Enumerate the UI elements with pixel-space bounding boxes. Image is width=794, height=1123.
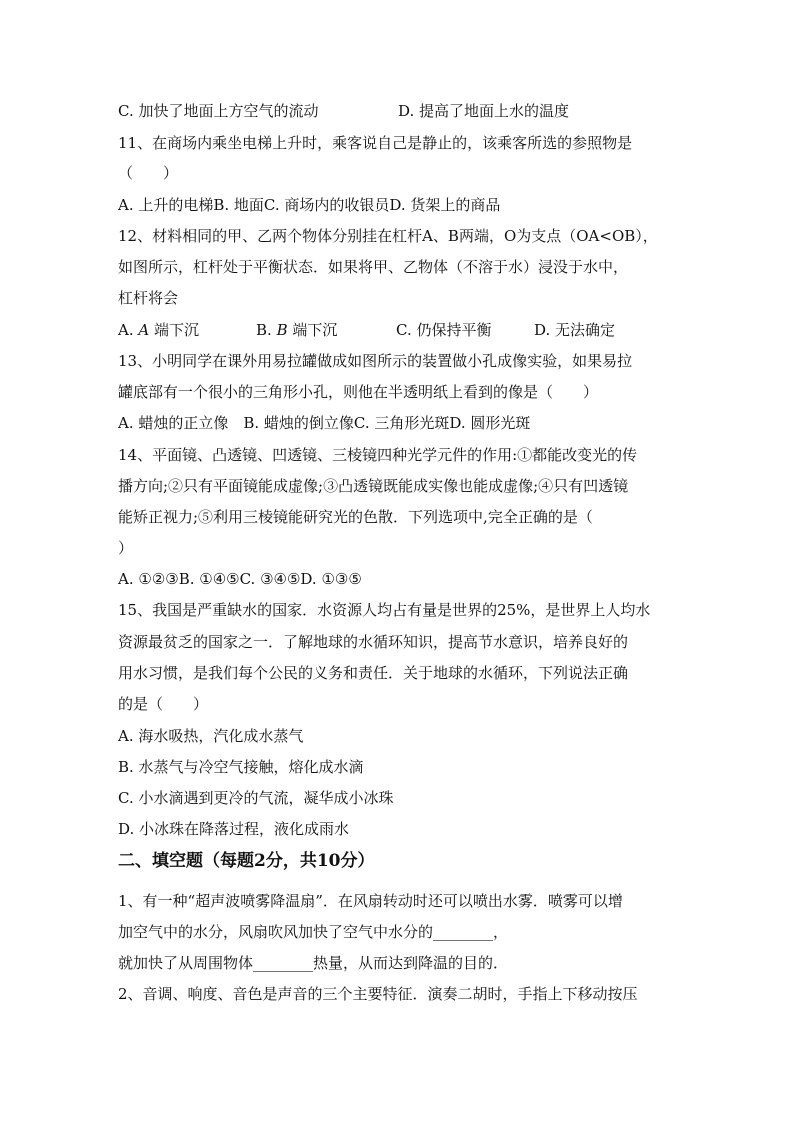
- fill1-line-2: 加空气中的水分，风扇吹风加快了空气中水分的________，: [118, 923, 509, 941]
- fill1-line-1: 1、有一种“超声波喷雾降温扇”．在风扇转动时还可以喷出水雾．喷雾可以增: [118, 892, 623, 910]
- q10-option-c: C. 加快了地面上方空气的流动: [118, 102, 319, 120]
- q14-stem-line-1: 14、平面镜、凸透镜、凹透镜、三棱镜四种光学元件的作用:①都能改变光的传: [118, 446, 638, 464]
- q12-option-b: [256, 320, 337, 340]
- q13-stem-line-1: 13、小明同学在课外用易拉罐做成如图所示的装置做小孔成像实验，如果易拉: [118, 352, 633, 370]
- q14-stem-line-3: 能矫正视力;⑤利用三棱镜能研究光的色散．下列选项中,完全正确的是（: [118, 508, 593, 526]
- q15-stem-line-2: 资源最贫乏的国家之一．了解地球的水循环知识，提高节水意识，培养良好的: [118, 633, 629, 651]
- q15-option-d: D. 小冰珠在降落过程，液化成雨水: [118, 820, 350, 838]
- q11-stem-line-1: 11、在商场内乘坐电梯上升时，乘客说自己是静止的，该乘客所选的参照物是: [118, 134, 633, 152]
- q15-stem-line-4: 的是（ ）: [118, 695, 209, 713]
- q10-option-d: D. 提高了地面上水的温度: [398, 102, 570, 120]
- q12-option-d: D. 无法确定: [534, 321, 616, 339]
- q12-option-c: C. 仍保持平衡: [396, 321, 492, 339]
- q14-stem-line-2: 播方向;②只有平面镜能成虚像;③凸透镜既能成实像也能成虚像;④只有凹透镜: [118, 477, 629, 495]
- q12-option-a-italic: A: [138, 321, 150, 339]
- q12-stem-line-2: 如图所示，杠杆处于平衡状态．如果将甲、乙物体（不溶于水）浸没于水中，: [118, 258, 629, 276]
- q11-stem-line-2: （ ）: [118, 164, 179, 182]
- q12-option-b-italic: B: [276, 321, 288, 339]
- q15-stem-line-1: 15、我国是严重缺水的国家．水资源人均占有量是世界的25%，是世界上人均水: [118, 601, 651, 619]
- q12-option-a-suffix: 端下沉: [149, 321, 199, 339]
- q11-options: A. 上升的电梯B. 地面C. 商场内的收银员D. 货架上的商品: [118, 196, 501, 214]
- q12-stem-line-1: 12、材料相同的甲、乙两个物体分别挂在杠杆A、B两端，O为支点（OA<OB），: [118, 227, 658, 245]
- q15-option-b: B. 水蒸气与冷空气接触，熔化成水滴: [118, 758, 364, 776]
- q15-stem-line-3: 用水习惯，是我们每个公民的义务和责任．关于地球的水循环，下列说法正确: [118, 664, 629, 682]
- q15-option-c: C. 小水滴遇到更冷的气流，凝华成小冰珠: [118, 789, 394, 807]
- q13-options: A. 蜡烛的正立像 B. 蜡烛的倒立像C. 三角形光斑D. 圆形光斑: [118, 414, 531, 432]
- q13-stem-line-2: 罐底部有一个很小的三角形小孔，则他在半透明纸上看到的像是（ ）: [118, 383, 599, 401]
- q14-options: A. ①②③B. ①④⑤C. ③④⑤D. ①③⑤: [118, 570, 362, 588]
- fill2-line-1: 2、音调、响度、音色是声音的三个主要特征．演奏二胡时，手指上下移动按压: [118, 985, 638, 1003]
- q12-option-b-suffix: 端下沉: [287, 321, 338, 339]
- fill1-line-3: 就加快了从周围物体________热量，从而达到降温的目的．: [118, 954, 509, 972]
- q12-option-a-prefix: A.: [118, 321, 139, 339]
- q12-stem-line-3: 杠杆将会: [118, 289, 179, 307]
- section-heading-fill-in: 二、填空题（每题2分，共10分）: [118, 851, 375, 871]
- q12-option-b-prefix: B.: [256, 321, 277, 339]
- q14-stem-line-4: ）: [118, 539, 134, 557]
- q12-option-a: [118, 320, 199, 340]
- q15-option-a: A. 海水吸热，汽化成水蒸气: [118, 727, 304, 745]
